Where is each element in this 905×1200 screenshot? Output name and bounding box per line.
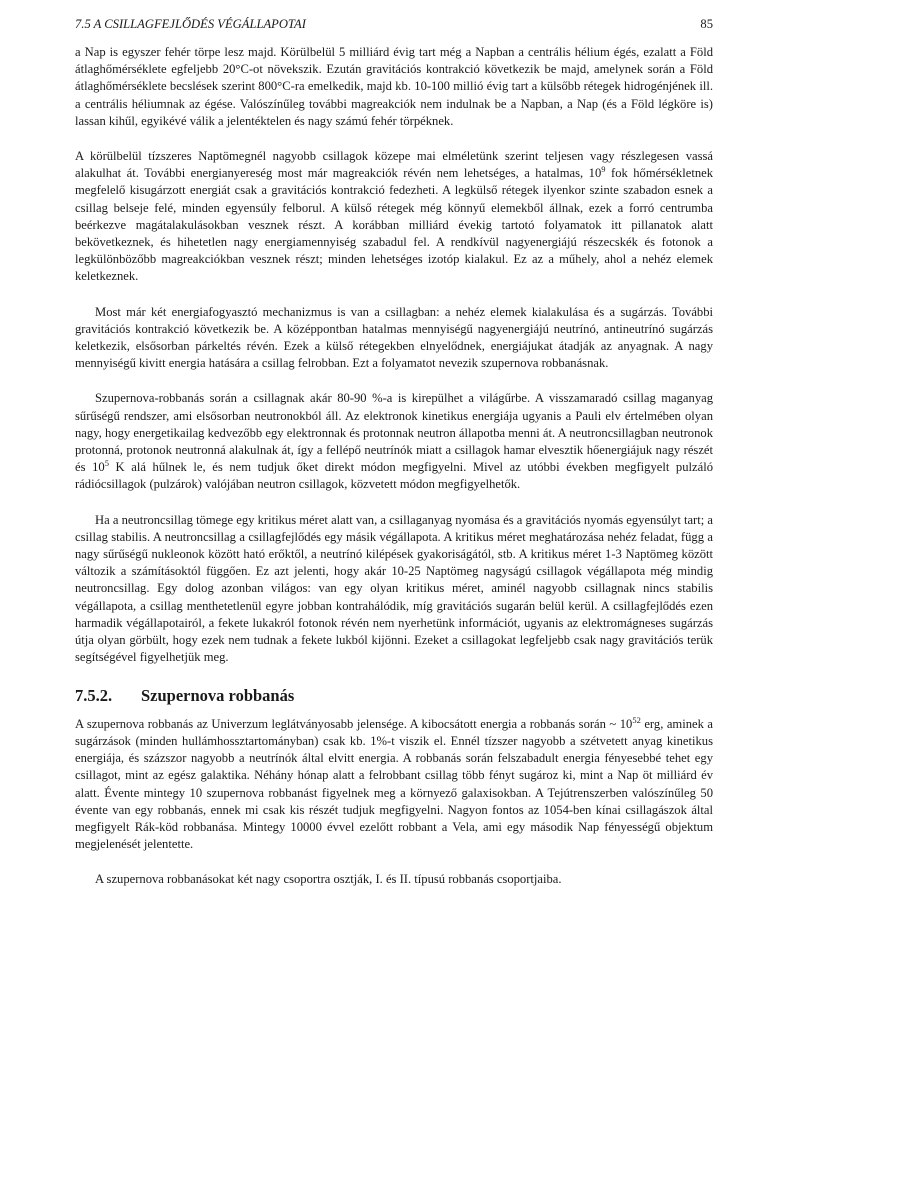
exponent: 9 [601,164,606,175]
running-header [75,12,713,36]
paragraph-supernova-intro [75,716,713,854]
exponent: 52 [632,714,641,725]
paragraph-supernova-types: A szupernova robbanásokat két nagy csoportra osztják, I. és II. típusú robbanás csoportjaiba. [95,872,562,887]
page-number: 85 [700,17,713,31]
running-title: 7.5 A CSILLAGFEJLŐDÉS VÉGÁLLAPOTAI [75,17,306,31]
paragraph-iron-core [75,148,713,286]
section-number: 7.5.2. [75,685,113,705]
paragraph-energy-mechanisms: Most már két energiafogyasztó mechanizmus is van a csillagban: a nehéz elemek kialakulása és a sugárzás. További gravitációs kontrakció következik be. A középpontban hatalmas mennyiségű nagyenergiájú neutrínó, antineutrínó sugárzás keletkezik, elsősorban párkeltés révén. Ezek a külső rétegekben elnyelődnek, energiájukat átadják az anyagnak. A nagy mennyiségű kivitt energia hatására a csillag felrobban. Ezt a folyamatot nevezik szupernova robbanásnak. [75,304,713,371]
paragraph-text-part: fok hőmérsékletnek megfelelő kisugárzott energiát csak a gravitációs kontrakció fedezheti. A legkülső rétegek ilyenkor szinte szabadon esnek a csillag belseje felé, minden egyensúly felborul. A külső rétegek még könnyű elemekből állnak, ezek a forró centrumba beérkezve magátalakulásokban vesznek részt. A korábban milliárd évekig tartotó folyamatok itt pillanatok alatt bekövetkeznek, és hihetetlen nagy energiamennyiség szabadul fel. A rendkívül nagyenergiájú részecskék és fotonok a legkülönbözőbb magreakciókban vesznek részt; minden lehetséges izotóp kialakul. Ez az a műhely, ahol a nehéz elemek keletkeznek. [75,166,713,284]
section-heading [75,687,713,704]
paragraph-text-part: K alá hűlnek le, és nem tudjuk őket direkt módon megfigyelni. Mivel az utóbbi években megfigyelt pulzáló rádiócsillagok (pulzárok) valójában neutron csillagok, közvetett módon megfigyelhetők. [75,460,713,492]
document-page [75,12,713,889]
paragraph-continuation: a Nap is egyszer fehér törpe lesz majd. Körülbelül 5 milliárd évig tart még a Napban a centrális hélium égés, ezalatt a Föld átlaghőmérséklete egfeljebb 20°C-ot növekszik. Ezután gravitációs kontrakció következik be majd, amelynek során a Föld átlaghőmérséklete becslések szerint 800°C-ra emelkedik, majd kb. 10-100 millió évig tart a külsőbb rétegek hidrogénjének ill. a centrális héliumnak az égése. Valószínűleg további magreakciók nem indulnak be a Napban, a Nap (és a Föld légköre is) lassan kihűl, egyikévé válik a jelentéktelen és nagy számú fehér törpéknek. [75,45,713,128]
exponent: 5 [104,458,109,469]
paragraph-critical-mass: Ha a neutroncsillag tömege egy kritikus méret alatt van, a csillaganyag nyomása és a gravitációs nyomás egyensúlyt tart; a csillag stabilis. A neutroncsillag a csillagfejlődés egy másik végállapota. A kritikus méret meghatározása nehéz feladat, függ a nagy sűrűségű nukleonok között ható erőktől, a neutrínó kilépések gyakoriságától, stb. A kritikus méret 1-3 Naptömeg között változik a számításoktól függően. Ez azt jelenti, hogy akár 10-25 Naptömeg nagyságú csillagok végállapota még mindig neutroncsillag. Egy dolog azonban világos: van egy olyan kritikus méret, aminél nagyobb csillagnak nincs stabilis végállapota, a csillag menthetetlenül egyre jobban kontrahálódik, míg gravitációs sugarán belül kerül. A csillagfejlődés ezen harmadik végállapotairól, a fekete lukakról fotonok révén nem nyerhetünk információt, ugyanis az elektromágneses sugárzás útja olyan görbült, hogy ezek nem tudnak a fekete lukból kijönni. Ezeket a csillagokat legfeljebb csak nagy gravitációs terük segítségével figyelhetjük meg. [75,512,713,665]
paragraph-text-part: Szupernova-robbanás során a csillagnak akár 80-90 %-a is kirepülhet a világűrbe. A visszamaradó csillag maganyag sűrűségű rendszer, ami elsősorban neutronokból áll. Az elektronok kinetikus energiája ugyanis a Pauli elv értelmében olyan nagy, hogy energetikailag kedvezőbb egy elektronnak és protonnak neutron állapotba menni át. A neutroncsillagban neutronok protonná, protonok neutronná alakulnak át, így a fellépő neutrínók miatt a csillagok hamar elvesztik hőenergiájuk nagy részét és 10 [75,391,713,475]
section-title: Szupernova robbanás [141,685,295,705]
paragraph-text-part: A szupernova robbanás az Univerzum leglátványosabb jelensége. A kibocsátott energia a robbanás során ~ 10 [75,716,633,731]
paragraph-text-part: A körülbelül tízszeres Naptömegnél nagyobb csillagok közepe mai elméletünk szerint teljesen vagy részlegesen vassá alakulhat át. További energianyereség most már magreakciók révén nem lehetséges, a hatalmas, 10 [75,149,713,181]
paragraph-neutron-star [75,390,713,493]
paragraph-text-part: erg, aminek a sugárzások (minden hullámhossztartományban) csak kb. 1%-t viszik el. Ennél tízszer nagyobb a szétvetett anyag kinetikus energiája, és százszor nagyobb a neutrínók által elvitt energia. A robbanás során felszabadult energia fényesebbé tehet egy csillagot, mint az egész galaktika. Néhány hónap alatt a felrobbant csillag több fényt sugároz ki, mint a Nap öt milliárd év alatt. Évente mintegy 10 szupernova robbanást figyelnek meg a környező galaxisokban. A Tejútrenszerben valószínűleg 50 évente van egy robbanás, ennek mi csak kis részét tudjuk megfigyelni. Nagyon fontos az 1054-ben kínai csillagászok által megfigyelt Rák-köd robbanása. Mintegy 10000 évvel ezelőtt robbant a Vela, ami egy második Nap fényességű objektum megjelenését jelentette. [75,716,713,852]
